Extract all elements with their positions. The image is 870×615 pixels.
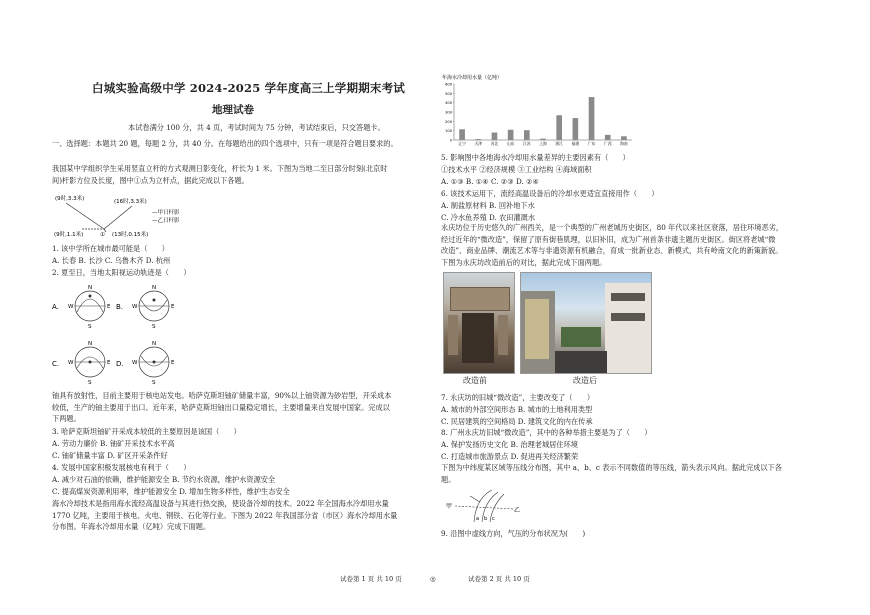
point-jia-label: 甲: [446, 503, 453, 510]
chart-title: 年海水冷却用水量（亿吨）: [442, 75, 503, 81]
para-line: 铀具有放射性，目前主要用于核电站发电。哈萨克斯坦铀矿储量丰富，90%以上铀资源为砂岩型，开采成本: [52, 391, 392, 400]
legend-yi: —乙日杆影: [152, 218, 180, 224]
question-1-options: A. 长春 B. 长沙 C. 乌鲁木齐 D. 杭州: [52, 256, 171, 265]
shadow-line-a: [66, 203, 104, 229]
bar: [475, 139, 481, 140]
question-6-options-cd: C. 冷水鱼养殖 D. 农田灌溉水: [441, 213, 536, 222]
x-tick-label: 河北: [490, 141, 499, 146]
y-tick-label: 400: [445, 101, 452, 106]
bar: [492, 133, 498, 140]
footer-right: 试卷第 2 页 共 10 页: [468, 575, 530, 583]
north-label: N: [152, 285, 157, 291]
para-line: 经过近年的“微改造”，保留了原有街巷肌理，以旧补旧，成为广州首条非遗主题历史街区。街区将老城“微: [441, 234, 776, 244]
photo-after-renovation: [520, 272, 652, 374]
y-tick-label: 300: [445, 110, 452, 115]
x-tick-label: 海南: [620, 141, 628, 146]
question-1: 1. 该中学所在城市最可能是（ ）: [52, 244, 169, 253]
south-label: S: [152, 380, 156, 384]
west-label: W: [68, 304, 74, 310]
east-label: E: [107, 304, 111, 310]
sun-path-a: [68, 285, 111, 330]
para-line: 较低，生产的铀主要用于出口。近年来，哈萨克斯坦铀出口量稳定增长，主要增量来自发展中国家。完成以: [52, 402, 390, 412]
isobar-a-label: a: [476, 516, 480, 522]
question-2: 2. 夏至日，当地太阳视运动轨迹是（ ）: [52, 268, 191, 277]
bar: [573, 118, 579, 140]
question-6-options-ab: A. 制盐原材料 B. 回补地下水: [441, 201, 535, 210]
bar: [621, 136, 627, 140]
para-line: 海水冷却技术是指用海水流经高温设备与其进行热交换，使设备冷却的技术。2022 年全国海水冷却用水量: [52, 499, 389, 508]
question-4: 4. 发展中国家积极发展核电有利于（ ）: [52, 463, 191, 472]
option-a-label: A.: [52, 303, 59, 311]
shadow-label-9h-3.3: (9时,3.3米): [55, 196, 85, 202]
para-line: 1770 亿吨，主要用于核电、火电、钢铁、石化等行业。下图为 2022 年我国部分省（市区）海水冷却用水量: [52, 510, 398, 520]
south-label: S: [88, 380, 92, 384]
question-8-options-cd: C. 打造城市旅游景点 D. 促进再关经济繁荣: [441, 452, 579, 461]
intro-paragraph: [52, 163, 387, 186]
north-label: N: [88, 285, 93, 291]
y-tick-label: 0: [449, 138, 452, 143]
yongqingfang-paragraph: [441, 222, 783, 268]
point-yi-label: 乙: [514, 507, 521, 514]
photo-before-renovation: [443, 272, 515, 374]
question-8: 8. 广州永庆坊旧城“微改造”，其中的各种举措主要是为了（ ）: [441, 428, 652, 437]
shadow-diagram: [52, 192, 232, 240]
south-label: S: [88, 324, 92, 330]
bar: [524, 130, 530, 140]
sun-path-b: [132, 285, 175, 330]
caption-before: 改造前: [463, 376, 487, 385]
para-line: 分布图。年海水冷却用水量（亿吨）完成下面题。: [52, 522, 211, 532]
question-9: 9. 沿图中虚线方向，气压的分布状况为( ): [441, 529, 586, 538]
pole-point-label: ①: [100, 232, 105, 238]
shadow-label-9h-1.1: (9时,1.1米): [54, 232, 84, 238]
question-5-options: A. ①③ B. ①④ C. ②③ D. ②④: [441, 177, 539, 186]
x-tick-label: 福建: [571, 141, 580, 146]
para-line: 永庆坊位于历史悠久的广州西关，是一个典型的广州老城历史街区，80 年代以来社区衰落，居住环境恶劣，: [441, 223, 784, 232]
x-tick-label: 山东: [506, 141, 515, 146]
shadow-label-13h-0.15: (13时,0.15米): [112, 232, 149, 238]
x-tick-label: 天津: [474, 141, 483, 146]
bar: [459, 129, 465, 140]
isobar-paragraph: [441, 462, 782, 485]
intro-line: 间)杆影方位及长度，图中①点为立杆点，据此完成以下各题。: [52, 175, 249, 185]
x-tick-label: 广西: [603, 141, 612, 146]
north-label: N: [152, 341, 157, 347]
east-label: E: [171, 304, 175, 310]
sun-path-c: [68, 341, 111, 384]
y-tick-label: 600: [445, 82, 452, 87]
question-3-options-cd: C. 铀矿储量丰富 D. 矿区开采条件好: [52, 451, 168, 460]
caption-after: 改造后: [573, 376, 597, 385]
para-line: 改造”、商业品牌、潮流艺术等与非遗资源有机融合，育成一批新业态、新模式，共有岭南文化的新策新貌。: [441, 246, 783, 256]
west-label: W: [132, 360, 138, 366]
legend-jia: —甲日杆影: [152, 210, 180, 216]
north-label: N: [88, 341, 93, 347]
y-tick-label: 200: [445, 119, 452, 124]
para-line: 题。: [441, 474, 456, 484]
south-label: S: [152, 324, 156, 330]
chart-bars: [459, 97, 626, 140]
exam-subtitle: 地理试卷: [212, 104, 254, 116]
bar: [589, 97, 595, 140]
question-6: 6. 该技术运用下，流经高温设备后的冷却水更适宜直接用作（ ）: [441, 189, 659, 198]
section-heading: 一、选择题：本题共 20 题，每题 2 分，共 40 分。在每题给出的四个选项中，只有一项是符合题目要求的。: [52, 139, 398, 148]
para-line: 下图为永庆坊改造前后的对比，据此完成下面两题。: [441, 257, 607, 267]
west-label: W: [132, 304, 138, 310]
para-line: 下图为中纬度某区域等压线分布图，其中 a、b、c 表示不同数值的等压线，箭头表示风向。据此完成以下各: [441, 463, 782, 472]
y-tick-label: 100: [445, 129, 452, 134]
east-label: E: [107, 360, 111, 366]
wind-arrow: [470, 496, 480, 502]
bar: [556, 115, 562, 140]
question-7-options-cd: C. 民居建筑的空间格局 D. 建筑文化的内在传承: [441, 417, 593, 426]
footer-left: 试卷第 1 页 共 10 页: [340, 575, 402, 583]
question-7: 7. 永庆坊的旧城“微改造”，主要改变了（ ）: [441, 393, 595, 402]
question-3: 3. 哈萨克斯坦铀矿开采成本较低的主要原因是该国（ ）: [52, 427, 241, 436]
bar: [540, 139, 546, 140]
east-label: E: [171, 360, 175, 366]
chart-axes: [445, 83, 632, 143]
question-3-options-ab: A. 劳动力廉价 B. 铀矿开采技术水平高: [52, 439, 175, 448]
chart-x-labels: [458, 141, 628, 146]
option-b-label: B.: [116, 303, 124, 311]
west-label: W: [68, 360, 74, 366]
question-4-options-cd: C. 提高煤炭资源利用率，维护能源安全 D. 增加生物多样性，维护生态安全: [52, 487, 290, 496]
question-7-options-ab: A. 城市的外部空间形态 B. 城市的土地利用类型: [441, 405, 593, 414]
bar: [508, 130, 514, 140]
uranium-paragraph: [52, 390, 391, 425]
sun-path-d: [132, 341, 175, 384]
exam-note: 本试卷满分 100 分，共 4 页，考试时间为 75 分钟，考试结束后，只交答题卡。: [128, 123, 385, 132]
shadow-label-16h-3.3: (16时,3.3米): [114, 199, 147, 205]
y-tick-label: 500: [445, 91, 452, 96]
option-d-label: D.: [116, 360, 124, 368]
x-tick-label: 浙江: [555, 141, 563, 146]
question-5: 5. 影响图中各地海水冷却用水量差异的主要因素有（ ）: [441, 153, 630, 162]
x-tick-label: 江苏: [523, 141, 531, 146]
isobar-diagram: [444, 484, 544, 526]
seawater-paragraph: [52, 498, 397, 533]
question-5-items: ①技术水平 ②经济规模 ③工业结构 ④海域面积: [441, 165, 592, 174]
x-tick-label: 辽宁: [458, 141, 466, 146]
footer-center: ◎: [430, 575, 436, 583]
isobar-c-label: c: [492, 516, 495, 522]
para-line: 下两题。: [52, 414, 81, 424]
intro-line: 我国某中学组织学生采用竖直立杆的方式观测日影变化，杆长为 1 米。下图为当地二至日部分时刻(北京时: [52, 164, 388, 173]
exam-title: 白城实验高级中学 2024-2025 学年度高三上学期期末考试: [92, 81, 405, 95]
isobar-b-label: b: [484, 516, 488, 522]
option-c-label: C.: [52, 360, 60, 368]
question-4-options-ab: A. 减少对石油的依赖，维护能源安全 B. 节约水资源，维护水资源安全: [52, 475, 276, 484]
x-tick-label: 广东: [587, 141, 596, 146]
x-tick-label: 上海: [539, 141, 547, 146]
shadow-line-b: [104, 206, 132, 229]
sun-path-options: [50, 282, 200, 384]
seawater-cooling-bar-chart: [440, 72, 640, 154]
question-8-options-ab: A. 保护发扬历史文化 B. 治理老城居住环境: [441, 440, 578, 449]
bar: [605, 135, 611, 140]
dashed-section-line: [455, 506, 514, 509]
